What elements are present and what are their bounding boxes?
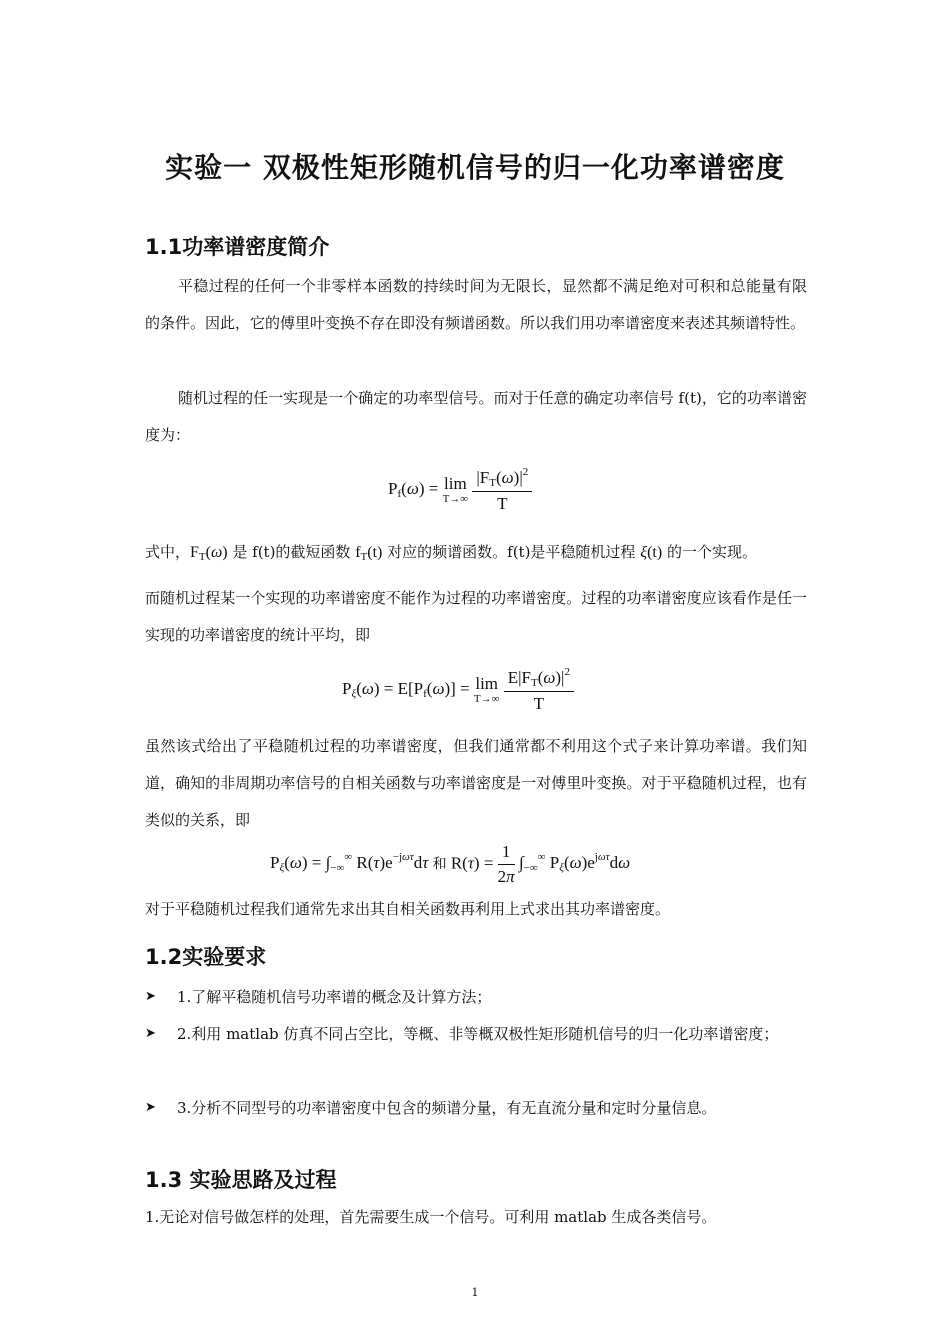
equation-psd-sample: $P_f(\omega) = \lim$ T→∞ $\frac{|F_T(\omega)|^2}{T}$ — [388, 466, 532, 514]
arrow-bullet-icon: ➤ — [145, 1026, 156, 1041]
section-heading-1-1: 1.1功率谱密度简介 — [145, 235, 330, 259]
page-title: 实验一 双极性矩形随机信号的归一化功率谱密度 — [165, 151, 785, 184]
list-item-text: 1.了解平稳随机信号功率谱的概念及计算方法； — [177, 988, 492, 1006]
paragraph-step-1: 1.无论对信号做怎样的处理，首先需要生成一个信号。可利用 matlab 生成各类信号。 — [145, 1208, 717, 1226]
section-heading-1-3: 1.3 实验思路及过程 — [145, 1168, 337, 1192]
list-item — [145, 1090, 807, 1127]
paragraph-definition: 随机过程的任一实现是一个确定的功率型信号。而对于任意的确定功率信号 f(t)，它的功率谱密度为： — [145, 389, 807, 444]
equation-wiener-khinchin: $P_\xi(\omega) = \int_{-\infty}^\infty$ $R(\tau)e^{-j\omega\tau}d\tau$ 和 R(τ) = $\frac{1}{2\pi}$ $\int_{-\infty}^\infty$ $P_\xi(\omega)e^{j\omega\tau}d\omega$ — [270, 842, 631, 886]
text-segment: 式中， — [145, 543, 191, 561]
and-word: 和 — [432, 856, 447, 873]
arrow-bullet-icon: ➤ — [145, 1100, 156, 1115]
list-item-text: 3.分析不同型号的功率谱密度中包含的频谱分量，有无直流分量和定时分量信息。 — [177, 1099, 717, 1117]
page-number: 1 — [471, 1286, 479, 1299]
text-segment: 是 f(t)的截短函数 — [227, 543, 356, 561]
list-item — [145, 979, 807, 1016]
section-heading-1-2: 1.2实验要求 — [145, 945, 267, 969]
arrow-bullet-icon: ➤ — [145, 989, 156, 1004]
paragraph-approach: 对于平稳随机过程我们通常先求出其自相关函数再利用上式求出其功率谱密度。 — [145, 900, 671, 918]
paragraph-intro: 平稳过程的任何一个非零样本函数的持续时间为无限长，显然都不满足绝对可积和总能量有限的条件。因此，它的傅里叶变换不存在即没有频谱函数。所以我们用功率谱密度来表述其频谱特性。 — [145, 277, 807, 332]
paragraph-ensemble-average: 而随机过程某一个实现的功率谱密度不能作为过程的功率谱密度。过程的功率谱密度应该看作是任一实现的功率谱密度的统计平均，即 — [145, 589, 807, 644]
paragraph-truncated-function: 式中，$F_T(\omega)$ 是 f(t)的截短函数 $f_T(t)$ 对应的频谱函数。f(t)是平稳随机过程 ξ(t) 的一个实现。 — [145, 543, 757, 563]
list-item-text: 2.利用 matlab 仿真不同占空比，等概、非等概双极性矩形随机信号的归一化功率谱密度； — [177, 1025, 779, 1043]
text-segment: 的一个实现。 — [662, 543, 757, 561]
paragraph-wiener-khinchin: 虽然该式给出了平稳随机过程的功率谱密度，但我们通常都不利用这个式子来计算功率谱。我们知道，确知的非周期功率信号的自相关函数与功率谱密度是一对傅里叶变换。对于平稳随机过程，也有类似的关系，即 — [145, 737, 807, 829]
list-item — [145, 1016, 807, 1053]
equation-psd-process: $P_\xi(\omega) = E[P_f(\omega)] = \lim$ T→∞ $\frac{E|F_T(\omega)|^2}{T}$ — [342, 666, 574, 714]
text-segment: 对应的频谱函数。f(t)是平稳随机过程 — [382, 543, 641, 561]
